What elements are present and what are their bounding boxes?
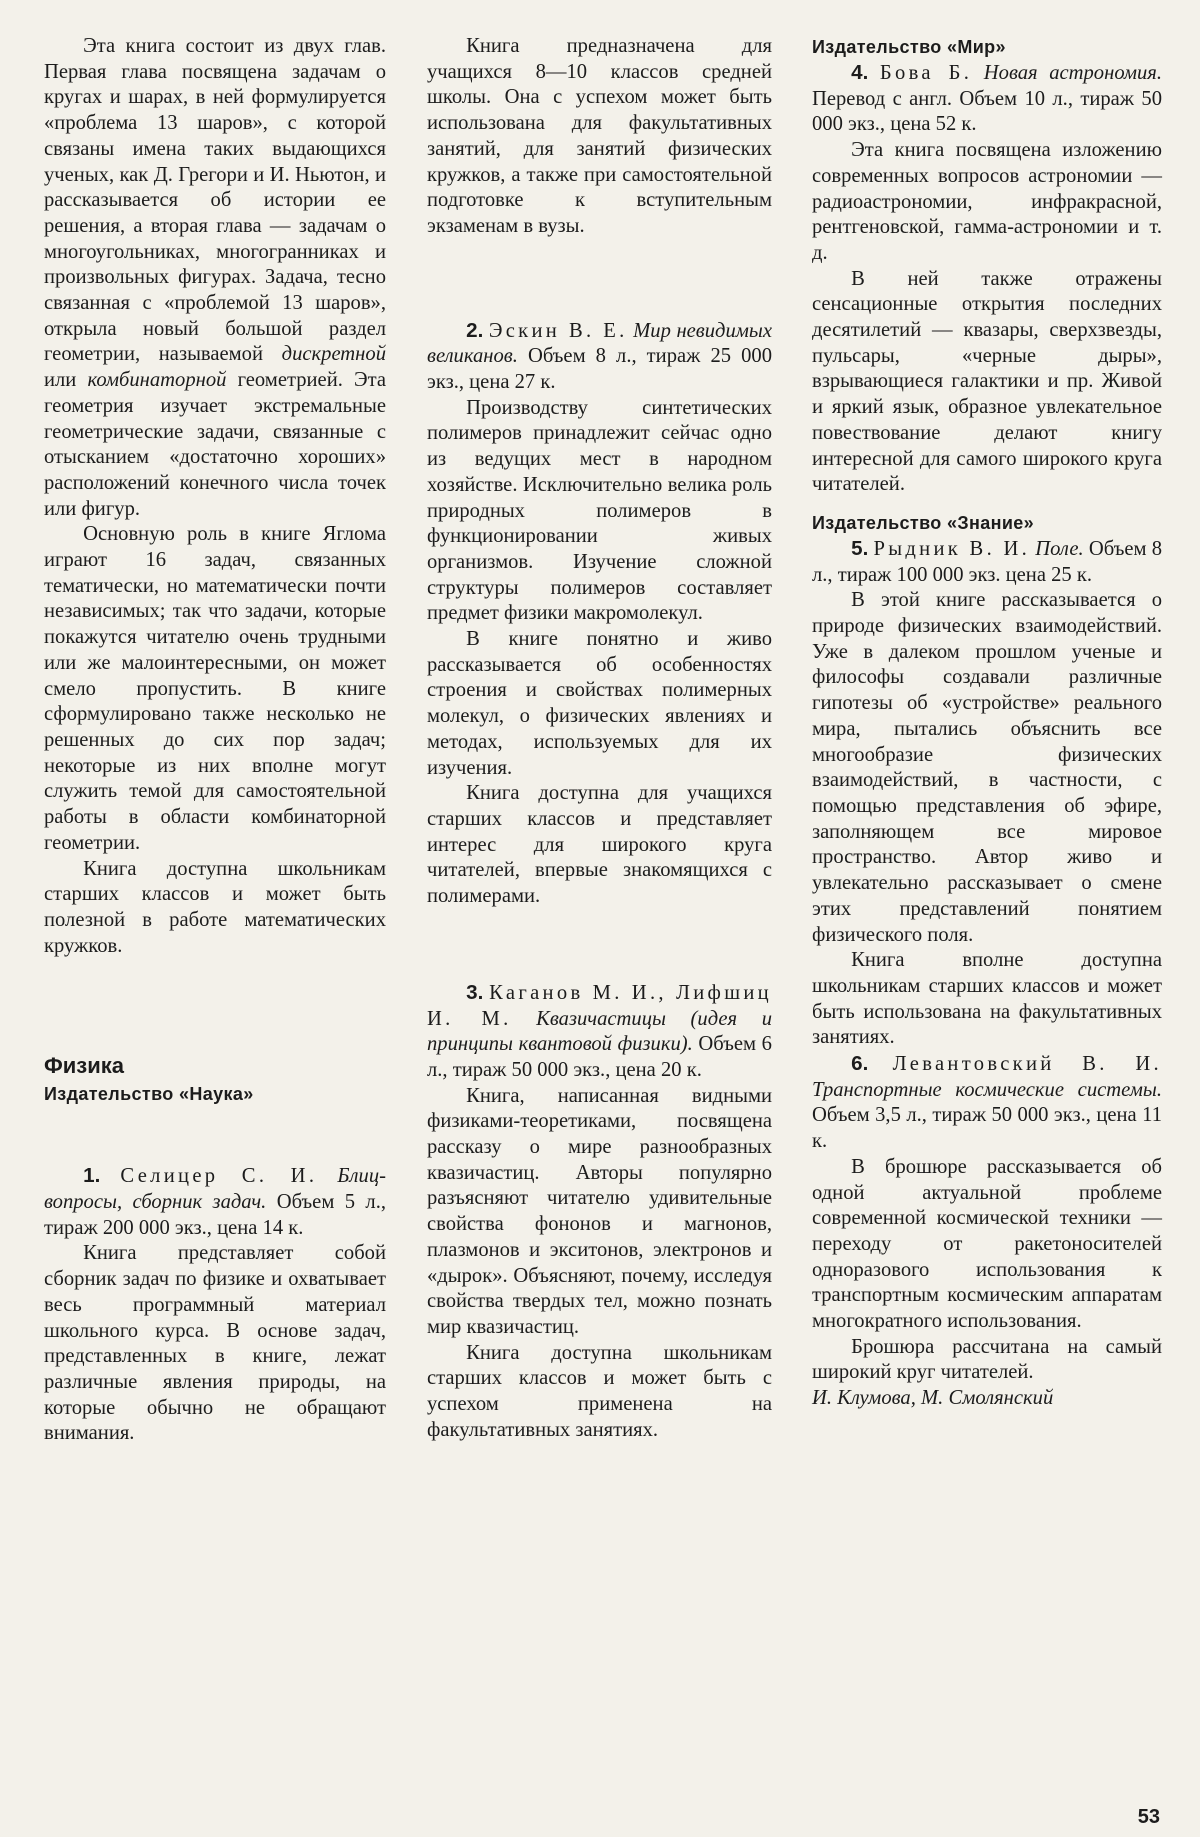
paragraph: В ней также отражены сенсационные открытия последних десятилетий — квазары, сверхзвезды, пульсары, «черные дыры», взрывающиеся галактики и пр. Живой и яркий язык, образное увлекательное повествование делают книгу интересной для самого широкого круга читателей. (812, 267, 1162, 496)
signature: И. Клумова, М. Смолянский (812, 1387, 1054, 1410)
book-entry-3: 3. Каганов М. И., Лифшиц И. М. Квазичастицы (идея и принципы квантовой физики). Объем 6 л., тираж 50 000 экз., цена 20 к. (427, 980, 772, 1081)
book-entry-2: 2. Эскин В. Е. Мир невидимых великанов. Объем 8 л., тираж 25 000 экз., цена 27 к. (427, 318, 772, 394)
section-title: Физика (44, 1053, 125, 1079)
column-2 (427, 34, 772, 1443)
page-number: 53 (1137, 1806, 1160, 1828)
paragraph: Книга вполне доступна школьникам старших классов и может быть использована на факультативных занятиях. (812, 949, 1162, 1049)
paragraph: В книге понятно и живо рассказывается об особенностях строения и свойствах полимерных молекул, о физических явлениях и методах, используемых для их изучения. (427, 628, 772, 779)
paragraph: Книга представляет собой сборник задач по физике и охватывает весь программный материал школьного курса. В основе задач, представленных в книге, лежат различные явления природы, на которые обычно не обращают внимания. (44, 1242, 386, 1445)
paragraph: Производству синтетических полимеров принадлежит сейчас одно из ведущих мест в народном хозяйстве. Исключительно велика роль природных полимеров в функционировании живых организмов. Изучение сложной структуры полимеров составляет предмет физики макромолекул. (427, 396, 772, 625)
paragraph: Книга доступна для учащихся старших классов и представляет интерес для широкого круга читателей, впервые знакомящихся с полимерами. (427, 782, 772, 908)
paragraph: В брошюре рассказывается об одной актуальной проблеме современной космической техники — переходу от ракетоносителей одноразового использования к транспортным космическим аппаратам многократного использования. (812, 1155, 1162, 1333)
paragraph: Брошюра рассчитана на самый широкий круг читателей. (812, 1335, 1162, 1384)
book-entry-6: 6. Левантовский В. И. Транспортные космические системы. Объем 3,5 л., тираж 50 000 экз., цена 11 к. (812, 1052, 1162, 1153)
paragraph: Книга доступна школьникам старших классов и может быть с успехом применена на факультативных занятиях. (427, 1341, 772, 1441)
column-3 (812, 34, 1162, 1412)
book-entry-4: 4. Бова Б. Новая астрономия. Перевод с англ. Объем 10 л., тираж 50 000 экз., цена 52 к. (812, 61, 1162, 136)
paragraph: Книга предназначена для учащихся 8—10 классов средней школы. Она с успехом может быть использована для факультативных занятий, для занятий физических кружков, а также при самостоятельной подготовке к вступительным экзаменам в вузы. (427, 35, 772, 237)
column-1 (44, 34, 386, 1447)
paragraph: В этой книге рассказывается о природе физических взаимодействий. Уже в далеком прошлом ученые и философы создавали различные гипотезы об «устройстве» реального мира, пытались объяснить все многообразие физических взаимодействий, в частности, с помощью представления об эфире, заполняющем все мировое пространство. Автор живо и увлекательно рассказывает о смене этих представлений понятием физического поля. (812, 589, 1162, 946)
publisher-heading: Издательство «Наука» (44, 1084, 254, 1105)
paragraph: Эта книга посвящена изложению современных вопросов астрономии — радиоастрономии, инфракрасной, рентгеновской, гамма-астрономии и т. д. (812, 139, 1162, 264)
publisher-heading: Издательство «Мир» (812, 37, 1006, 57)
publisher-heading: Издательство «Знание» (812, 512, 1034, 533)
paragraph: Эта книга состоит из двух глав. Первая глава посвящена задачам о кругах и шарах, в ней формулируется «проблема 13 шаров», с которой связаны имена таких выдающихся ученых, как Д. Грегори и И. Ньютон, и рассказывается об истории ее решения, а вторая глава — задачам о многоугольниках, многогранниках и произвольных фигурах. Задача, тесно связанная с «проблемой 13 шаров», открыла новый большой раздел геометрии, называемой дискретной или комбинаторной геометрией. Эта геометрия изучает экстремальные геометрические задачи, связанные с отысканием «достаточно хороших» расположений конечного числа точек или фигур. (44, 35, 387, 520)
book-entry-1: 1. Селицер С. И. Блиц-вопросы, сборник задач. Объем 5 л., тираж 200 000 экз., цена 14 к. (44, 1164, 386, 1239)
book-entry-5: 5. Рыдник В. И. Поле. Объем 8 л., тираж 100 000 экз. цена 25 к. (812, 536, 1162, 586)
paragraph: Книга доступна школьникам старших классов и может быть полезной в работе математических кружков. (44, 857, 386, 957)
paragraph: Основную роль в книге Яглома играют 16 задач, связанных тематически, но математически почти независимых; так что задачи, которые покажутся читателю очень трудными или же малоинтересными, он может смело пропустить. В книге сформулировано также несколько не решенных до сих пор задач; некоторые из них вполне могут служить темой для самостоятельной работы в области комбинаторной геометрии. (44, 523, 386, 854)
paragraph: Книга, написанная видными физиками-теоретиками, посвящена рассказу о мире разнообразных квазичастиц. Авторы популярно разъясняют читателю удивительные свойства фононов и магнонов, плазмонов и экситонов, электронов и «дырок». Объясняют, почему, исследуя свойства твердых тел, можно познать мир квазичастиц. (427, 1084, 772, 1338)
